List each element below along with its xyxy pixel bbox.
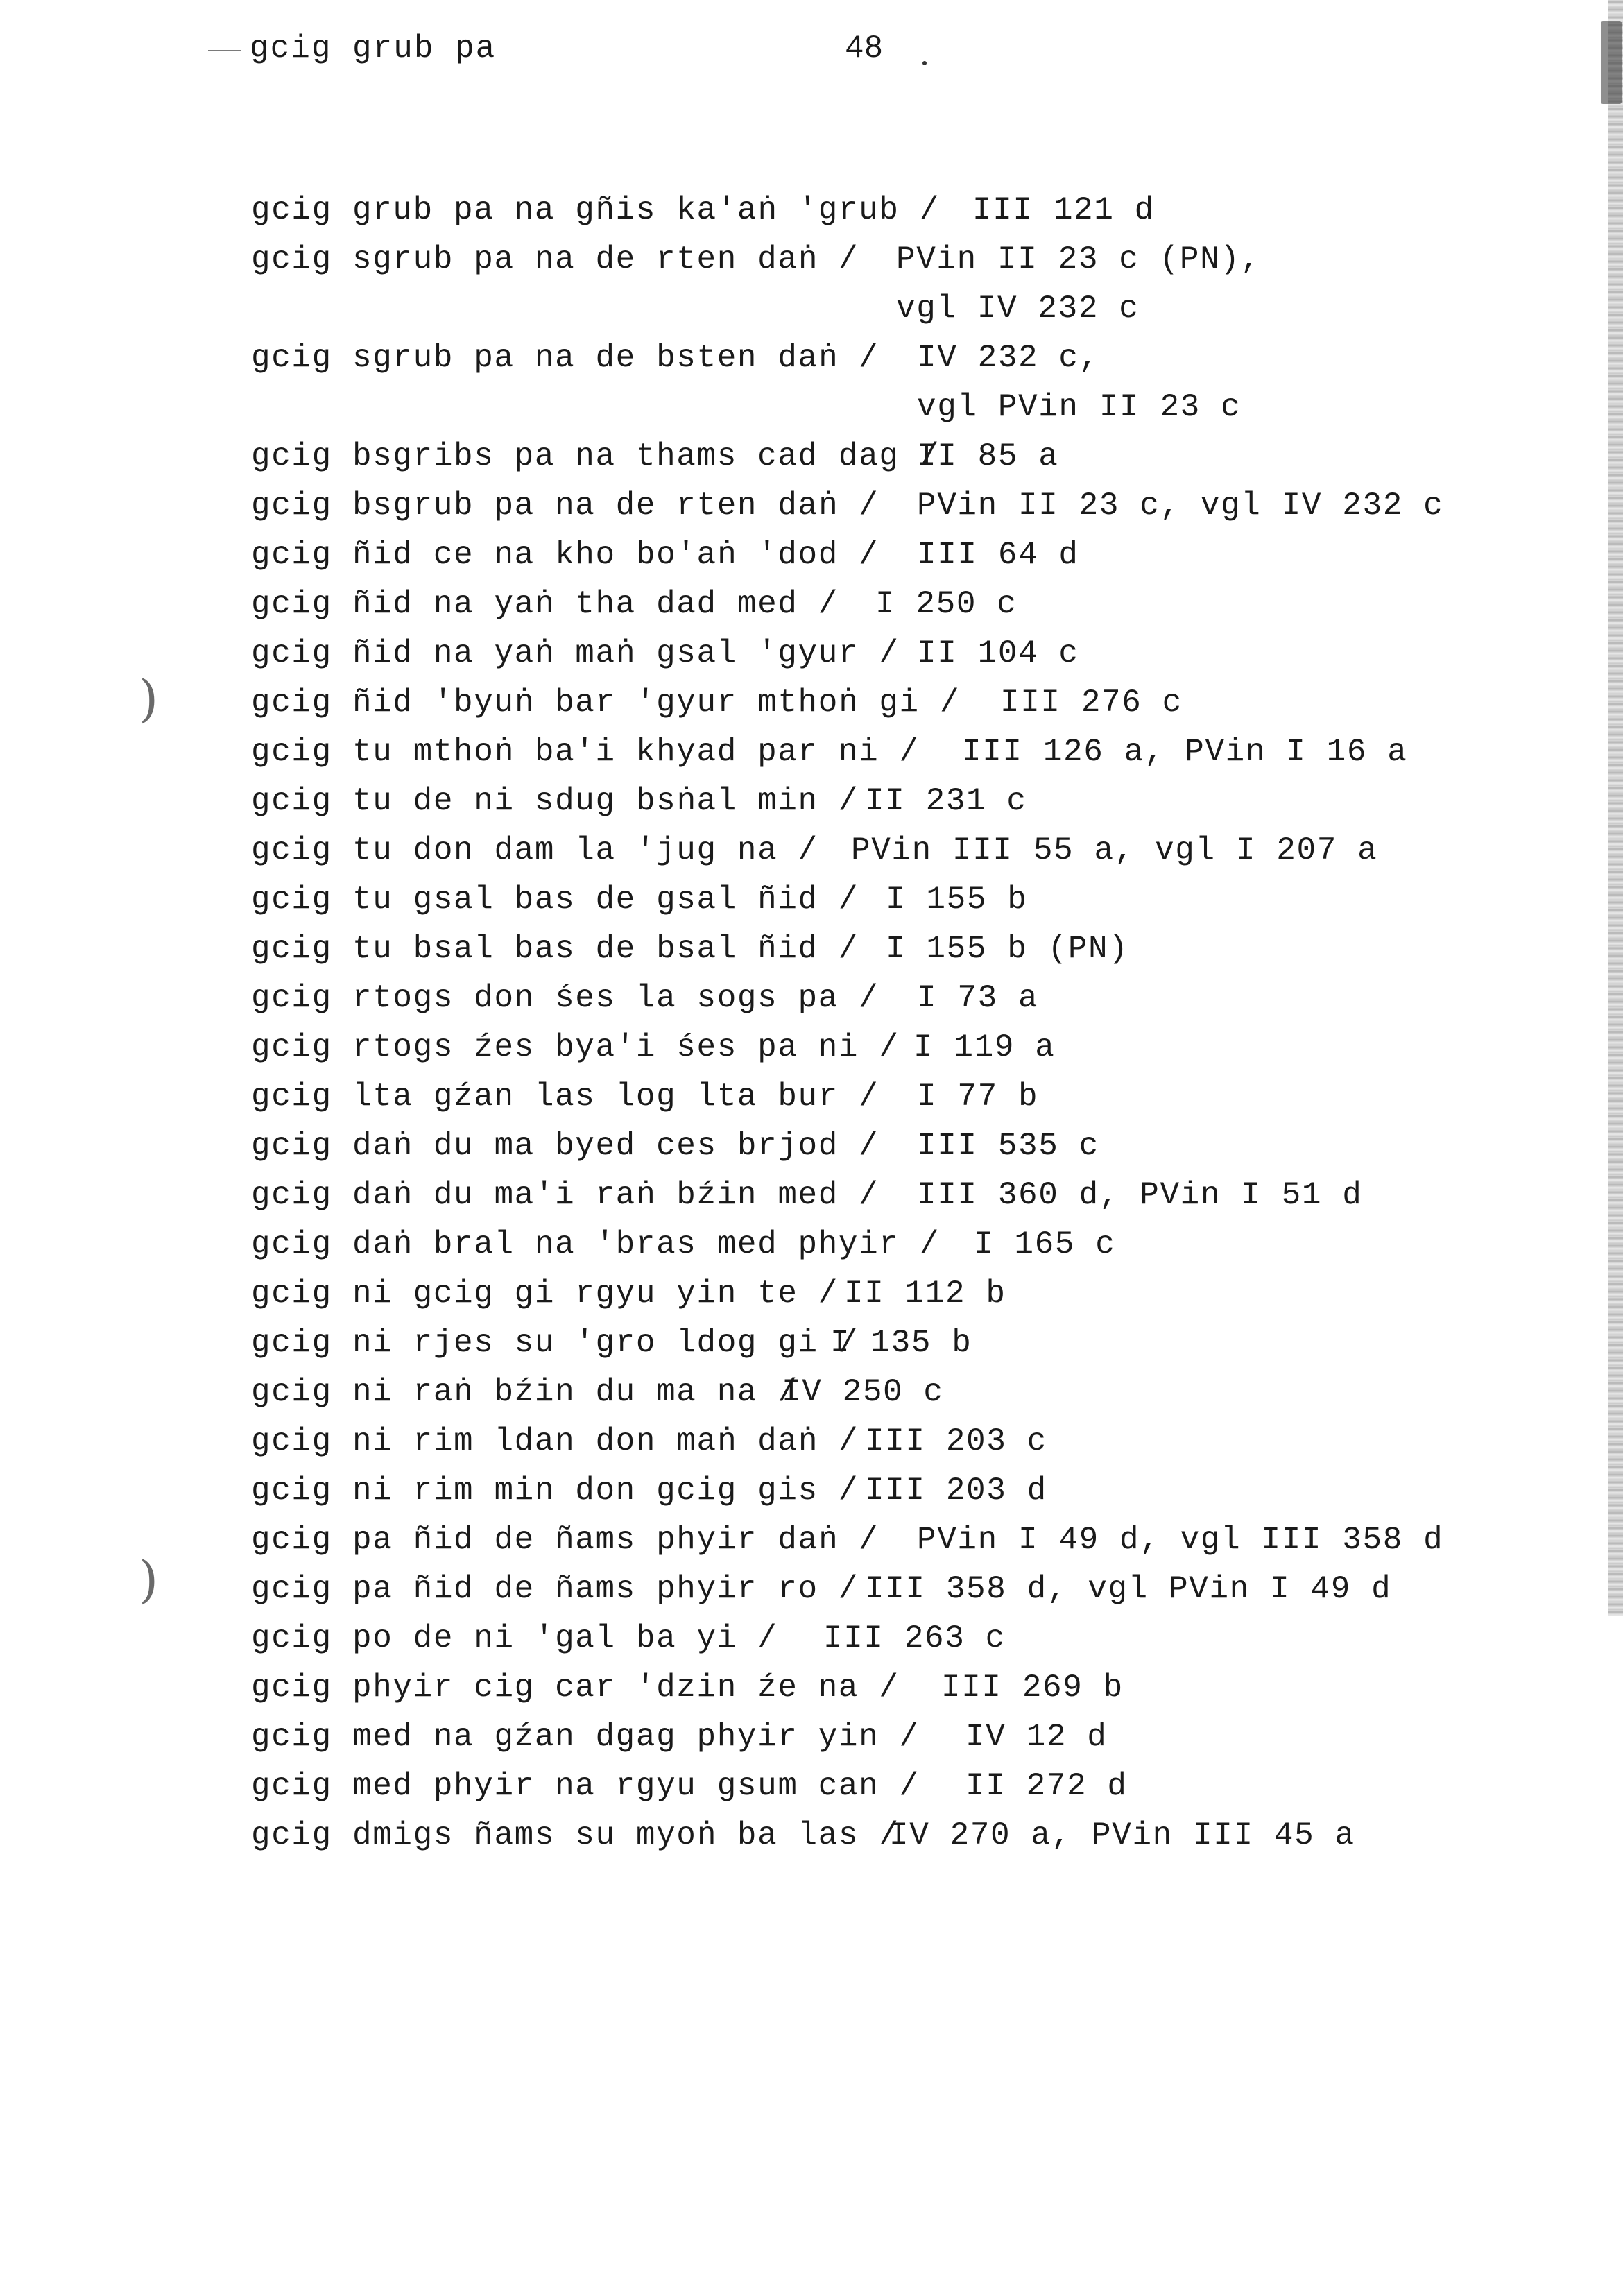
verse-text: gcig ni raṅ bźin du ma na / xyxy=(251,1374,798,1410)
verse-reference: I 77 b xyxy=(917,1079,1039,1115)
verse-reference: PVin II 23 c, vgl IV 232 c xyxy=(917,488,1444,524)
verse-reference: I 155 b xyxy=(886,882,1028,918)
verse-reference: I 155 b (PN) xyxy=(886,931,1129,967)
index-entry xyxy=(251,678,1500,728)
verse-text: gcig lta gźan las log lta bur / xyxy=(251,1079,879,1115)
index-entry xyxy=(251,334,1500,383)
verse-reference: PVin II 23 c (PN), xyxy=(896,241,1261,277)
scan-edge xyxy=(1608,0,1623,1616)
index-entry xyxy=(251,925,1500,974)
index-entry xyxy=(251,1713,1500,1762)
verse-text: gcig po de ni 'gal ba yi / xyxy=(251,1620,778,1656)
verse-reference: vgl PVin II 23 c xyxy=(917,389,1242,425)
verse-text: gcig ñid na yaṅ maṅ gsal 'gyur / xyxy=(251,635,900,671)
verse-reference: I 250 c xyxy=(875,586,1017,622)
margin-bracket: ) xyxy=(139,669,159,728)
index-entry xyxy=(251,1368,1500,1417)
verse-reference: III 203 d xyxy=(865,1473,1047,1509)
verse-reference: III 263 c xyxy=(823,1620,1006,1656)
verse-text: gcig tu de ni sdug bsṅal min / xyxy=(251,783,859,819)
verse-text: gcig tu don dam la 'jug na / xyxy=(251,832,818,868)
index-entry xyxy=(251,1663,1500,1713)
verse-reference: III 358 d, vgl PVin I 49 d xyxy=(865,1571,1392,1607)
verse-text: gcig ñid 'byuṅ bar 'gyur mthoṅ gi / xyxy=(251,685,961,721)
verse-text: gcig bsgribs pa na thams cad dag / xyxy=(251,438,940,474)
verse-text: gcig sgrub pa na de rten daṅ / xyxy=(251,241,859,277)
index-entry xyxy=(251,1072,1500,1122)
verse-text: gcig pa ñid de ñams phyir daṅ / xyxy=(251,1522,879,1558)
page-number: 48 xyxy=(845,31,884,67)
index-entry xyxy=(251,1171,1500,1220)
index-entry xyxy=(251,777,1500,826)
verse-reference: III 276 c xyxy=(1000,685,1183,721)
index-entry xyxy=(251,1023,1500,1072)
verse-text: gcig rtogs don śes la sogs pa / xyxy=(251,980,879,1016)
index-entry xyxy=(251,580,1500,629)
index-entry xyxy=(251,235,1500,284)
verse-text: gcig tu bsal bas de bsal ñid / xyxy=(251,931,859,967)
index-entries xyxy=(251,186,1500,1860)
verse-reference: III 203 c xyxy=(865,1423,1047,1459)
index-entry xyxy=(251,826,1500,875)
index-entry xyxy=(251,1466,1500,1516)
verse-reference: III 269 b xyxy=(941,1670,1124,1706)
verse-text: gcig med phyir na rgyu gsum can / xyxy=(251,1768,920,1804)
verse-reference: IV 250 c xyxy=(782,1374,944,1410)
verse-text: gcig bsgrub pa na de rten daṅ / xyxy=(251,488,879,524)
verse-text: gcig ni gcig gi rgyu yin te / xyxy=(251,1276,839,1312)
verse-text: gcig sgrub pa na de bsten daṅ / xyxy=(251,340,879,376)
scan-edge-mark xyxy=(1601,21,1622,104)
header-dash xyxy=(208,50,241,51)
verse-reference: I 165 c xyxy=(974,1226,1116,1262)
verse-text: gcig ni rim min don gcig gis / xyxy=(251,1473,859,1509)
index-entry xyxy=(251,1762,1500,1811)
page-number-dot xyxy=(922,61,927,65)
verse-reference: PVin III 55 a, vgl I 207 a xyxy=(851,832,1378,868)
verse-reference: III 360 d, PVin I 51 d xyxy=(917,1177,1363,1213)
verse-reference: II 112 b xyxy=(844,1276,1006,1312)
verse-reference: vgl IV 232 c xyxy=(896,291,1140,327)
verse-text: gcig tu gsal bas de gsal ñid / xyxy=(251,882,859,918)
verse-text: gcig phyir cig car 'dzin źe na / xyxy=(251,1670,900,1706)
index-entry xyxy=(251,1122,1500,1171)
verse-text: gcig grub pa na gñis ka'aṅ 'grub / xyxy=(251,192,940,228)
verse-reference: IV 232 c, xyxy=(917,340,1099,376)
verse-reference: I 135 b xyxy=(830,1325,972,1361)
verse-reference: PVin I 49 d, vgl III 358 d xyxy=(917,1522,1444,1558)
verse-text: gcig dmigs ñams su myoṅ ba las / xyxy=(251,1817,900,1853)
index-entry xyxy=(251,974,1500,1023)
index-entry xyxy=(251,728,1500,777)
verse-text: gcig ni rim ldan don maṅ daṅ / xyxy=(251,1423,859,1459)
index-entry xyxy=(251,875,1500,925)
index-entry xyxy=(251,1614,1500,1663)
verse-reference: I 119 a xyxy=(913,1029,1056,1065)
index-entry xyxy=(251,629,1500,678)
running-title: gcig grub pa xyxy=(250,31,497,67)
index-entry xyxy=(251,481,1500,531)
verse-text: gcig ni rjes su 'gro ldog gi / xyxy=(251,1325,859,1361)
verse-reference: IV 12 d xyxy=(965,1719,1108,1755)
index-entry xyxy=(251,432,1500,481)
margin-bracket: ) xyxy=(139,1550,159,1609)
index-entry xyxy=(251,1417,1500,1466)
index-entry xyxy=(251,1269,1500,1319)
verse-reference: I 73 a xyxy=(917,980,1039,1016)
verse-reference: III 121 d xyxy=(972,192,1155,228)
verse-text: gcig pa ñid de ñams phyir ro / xyxy=(251,1571,859,1607)
verse-text: gcig tu mthoṅ ba'i khyad par ni / xyxy=(251,734,920,770)
index-entry xyxy=(251,383,1500,432)
index-entry xyxy=(251,1811,1500,1860)
verse-text: gcig daṅ du ma'i raṅ bźin med / xyxy=(251,1177,879,1213)
index-entry xyxy=(251,1516,1500,1565)
index-entry xyxy=(251,186,1500,235)
verse-text: gcig ñid na yaṅ tha dad med / xyxy=(251,586,839,622)
verse-reference: II 104 c xyxy=(917,635,1079,671)
verse-reference: III 126 a, PVin I 16 a xyxy=(962,734,1408,770)
verse-text: gcig daṅ bral na 'bras med phyir / xyxy=(251,1226,940,1262)
verse-reference: III 535 c xyxy=(917,1128,1099,1164)
verse-text: gcig rtogs źes bya'i śes pa ni / xyxy=(251,1029,900,1065)
index-entry xyxy=(251,531,1500,580)
verse-reference: IV 270 a, PVin III 45 a xyxy=(889,1817,1355,1853)
verse-reference: II 85 a xyxy=(917,438,1059,474)
index-entry xyxy=(251,1565,1500,1614)
index-entry xyxy=(251,284,1500,334)
index-entry xyxy=(251,1319,1500,1368)
verse-reference: III 64 d xyxy=(917,537,1079,573)
verse-reference: II 272 d xyxy=(965,1768,1128,1804)
index-entry xyxy=(251,1220,1500,1269)
verse-text: gcig ñid ce na kho bo'aṅ 'dod / xyxy=(251,537,879,573)
verse-text: gcig med na gźan dgag phyir yin / xyxy=(251,1719,920,1755)
verse-reference: II 231 c xyxy=(865,783,1027,819)
verse-text: gcig daṅ du ma byed ces brjod / xyxy=(251,1128,879,1164)
